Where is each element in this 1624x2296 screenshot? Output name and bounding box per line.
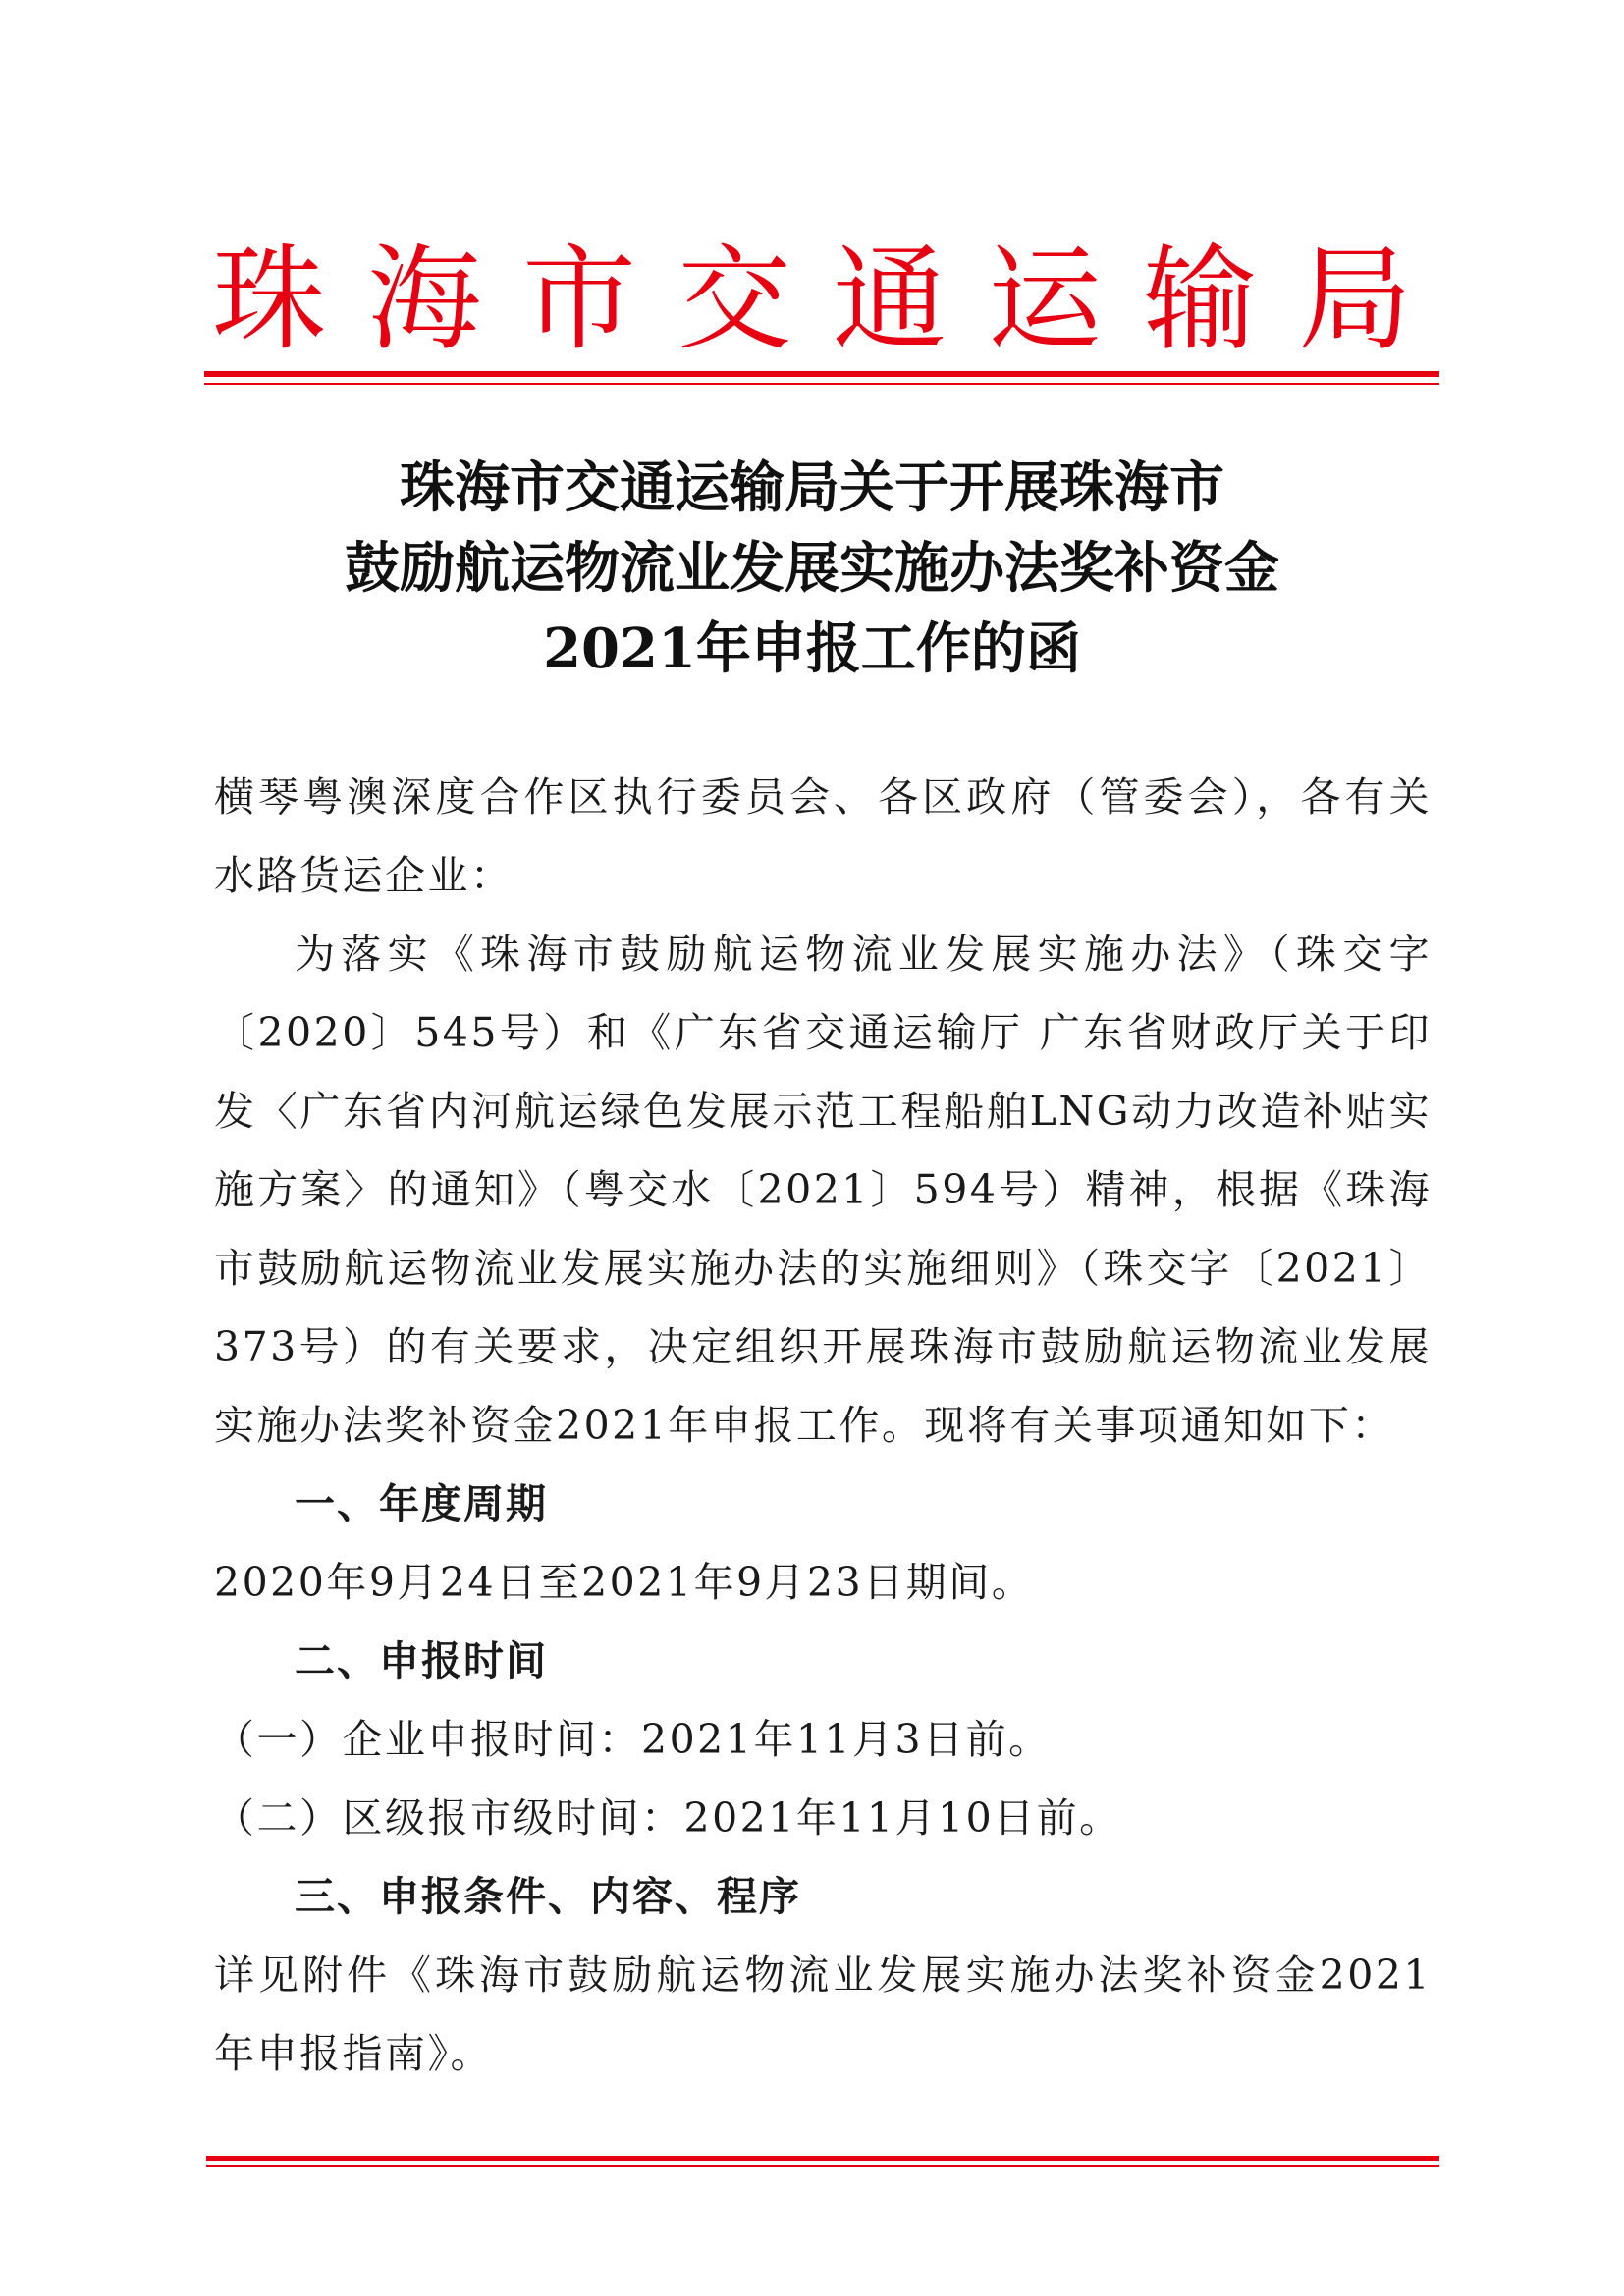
section-deadline-district: （二）区级报市级时间：2021年11月10日前。 [214, 1794, 1122, 1842]
section-heading-deadline: 二、申报时间 [295, 1637, 548, 1684]
intro-paragraph: 为落实《珠海市鼓励航运物流业发展实施办法》（珠交字〔2020〕545号）和《广东省交通运输厅 广东省财政厅关于印发〈广东省内河航运绿色发展示范工程船舶LNG动力改造补贴实施方案〉的通知》（粤交水〔2021〕594号）精神，根据《珠海市鼓励航运物流业发展实施办法的实施细则》（珠交字〔2021〕373号）的有关要求，决定组织开展珠海市鼓励航运物流业发展实施办法奖补资金2021年申报工作。现将有关事项通知如下： [214, 931, 1432, 1449]
letterhead-org-name: 珠海市交通运输局 [212, 234, 1453, 366]
title-line-2: 鼓励航运物流业发展实施办法奖补资金 [345, 536, 1279, 601]
section-heading-period: 一、年度周期 [295, 1480, 548, 1527]
section-deadline-enterprise: （一）企业申报时间：2021年11月3日前。 [214, 1716, 1052, 1763]
footer-rule-thin [206, 2165, 1439, 2167]
section-heading-conditions: 三、申报条件、内容、程序 [295, 1873, 801, 1920]
footer-rule-thick [206, 2156, 1439, 2161]
letterhead-rule-thin [204, 383, 1439, 385]
document-body [214, 758, 1432, 2093]
section-period-text: 2020年9月24日至2021年9月23日期间。 [214, 1559, 1035, 1606]
section-conditions-text: 详见附件《珠海市鼓励航运物流业发展实施办法奖补资金2021年申报指南》。 [214, 1951, 1432, 2077]
document-title [0, 448, 1624, 689]
title-line-1: 珠海市交通运输局关于开展珠海市 [400, 455, 1224, 520]
letterhead-rule-thick [204, 371, 1439, 377]
title-line-3: 2021年申报工作的函 [543, 616, 1081, 681]
salutation: 横琴粤澳深度合作区执行委员会、各区政府（管委会），各有关水路货运企业： [214, 774, 1432, 899]
